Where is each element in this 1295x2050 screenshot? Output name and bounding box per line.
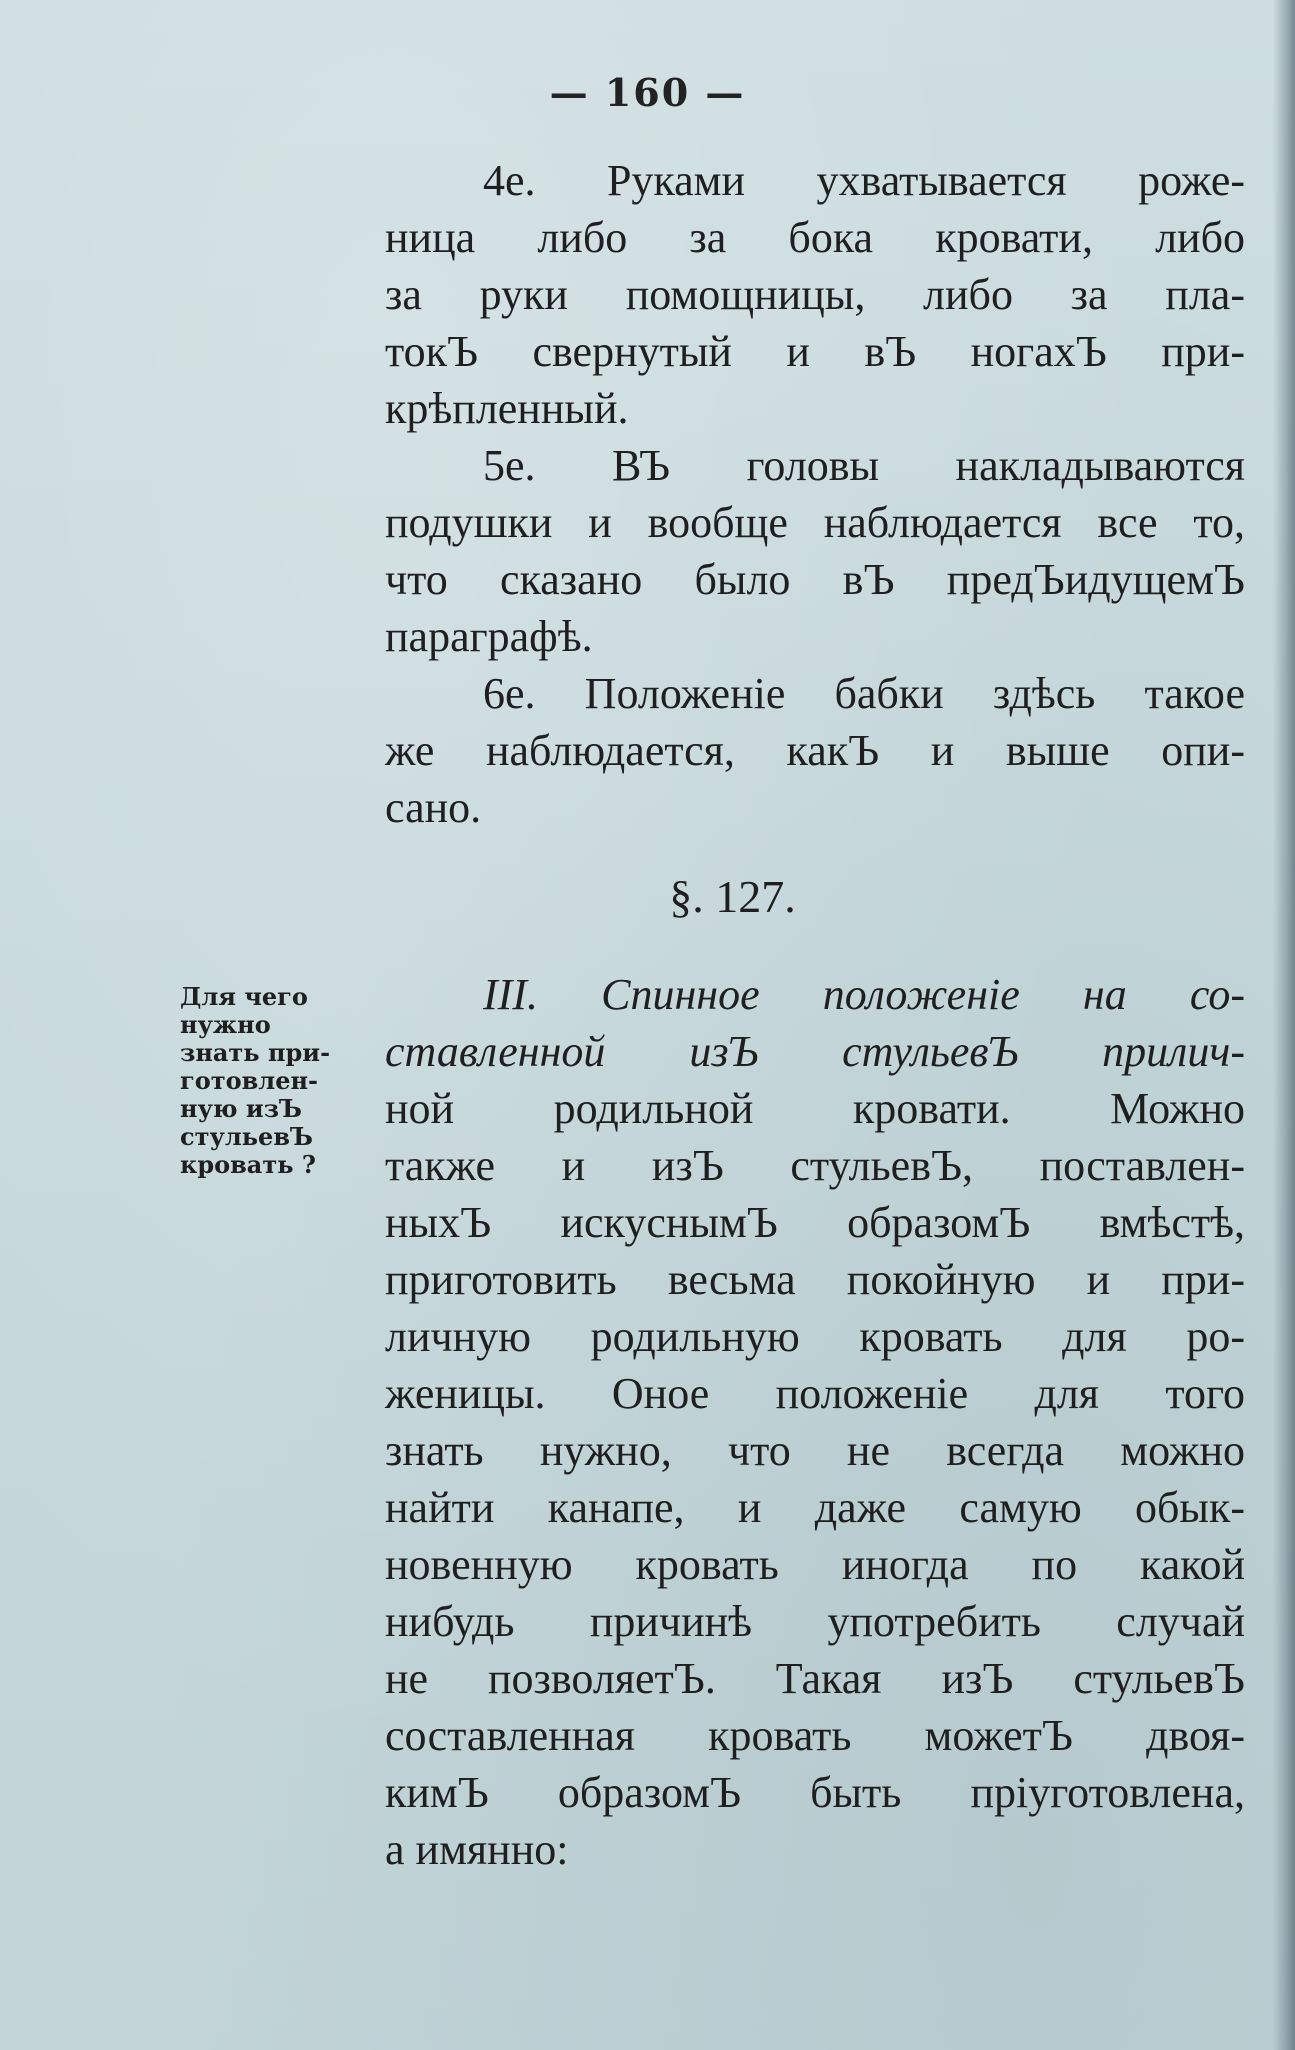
margin-note-line: нужно	[180, 1010, 271, 1039]
section-heading: §. 127.	[669, 871, 796, 922]
text-line: токЪ свернутый и вЪ ногахЪ при-	[385, 327, 1245, 376]
text-line: составленная кровать можетЪ двоя-	[385, 1711, 1245, 1760]
text-line: личную родильную кровать для ро-	[385, 1312, 1245, 1361]
margin-note-line: кровать ?	[180, 1150, 316, 1179]
text-line: что сказано было вЪ предЪидущемЪ	[385, 555, 1245, 604]
text-line: нибудь причинѣ употребить случай	[385, 1597, 1245, 1646]
text-line: подушки и вообще наблюдается все то,	[385, 498, 1245, 547]
text-line: сано.	[385, 783, 482, 832]
text-line: за руки помощницы, либо за пла-	[385, 270, 1245, 319]
text-line: также и изЪ стульевЪ, поставлен-	[385, 1141, 1245, 1190]
text-line: ной родильной кровати. Можно	[385, 1084, 1245, 1133]
margin-note-line: Для чего	[180, 982, 308, 1011]
text-line: 5е. ВЪ головы накладываются	[483, 441, 1245, 490]
text-line: крѣпленный.	[385, 384, 629, 433]
text-line: не позволяетЪ. Такая изЪ стульевЪ	[385, 1654, 1245, 1703]
text-line: же наблюдается, какЪ и выше опи-	[385, 726, 1245, 775]
text-line: ныхЪ искуснымЪ образомЪ вмѣстѣ,	[385, 1198, 1245, 1247]
margin-note	[180, 983, 380, 1179]
page-number-header: — 160 —	[549, 70, 746, 115]
paragraph-5	[385, 437, 1245, 665]
text-line: женицы. Оное положеніе для того	[385, 1369, 1245, 1418]
paragraph-4	[385, 152, 1245, 437]
text-line: а имянно:	[385, 1825, 569, 1874]
paragraph-6	[385, 665, 1245, 836]
page-spine-shadow	[1273, 0, 1295, 2050]
margin-note-line: стульевЪ	[180, 1122, 313, 1151]
margin-note-line: ную изЪ	[180, 1094, 302, 1123]
text-line: ставленной изЪ стульевЪ прилич-	[385, 1027, 1245, 1076]
text-line: III. Спинное положеніе на со-	[483, 970, 1245, 1019]
text-line: знать нужно, что не всегда можно	[385, 1426, 1245, 1475]
text-line: 6е. Положеніе бабки здѣсь такое	[483, 669, 1245, 718]
text-line: ница либо за бока кровати, либо	[385, 213, 1245, 262]
text-line: новенную кровать иногда по какой	[385, 1540, 1245, 1589]
text-line: кимЪ образомЪ быть пріуготовлена,	[385, 1768, 1245, 1817]
text-line: 4e. Руками ухватывается роже-	[483, 156, 1245, 205]
margin-note-line: готовлен-	[180, 1066, 318, 1095]
text-line: параграфѣ.	[385, 612, 593, 661]
text-line: приготовить весьма покойную и при-	[385, 1255, 1245, 1304]
paragraph-iii	[385, 966, 1245, 1878]
margin-note-line: знать при-	[180, 1038, 331, 1067]
text-line: найти канапе, и даже самую обык-	[385, 1483, 1245, 1532]
